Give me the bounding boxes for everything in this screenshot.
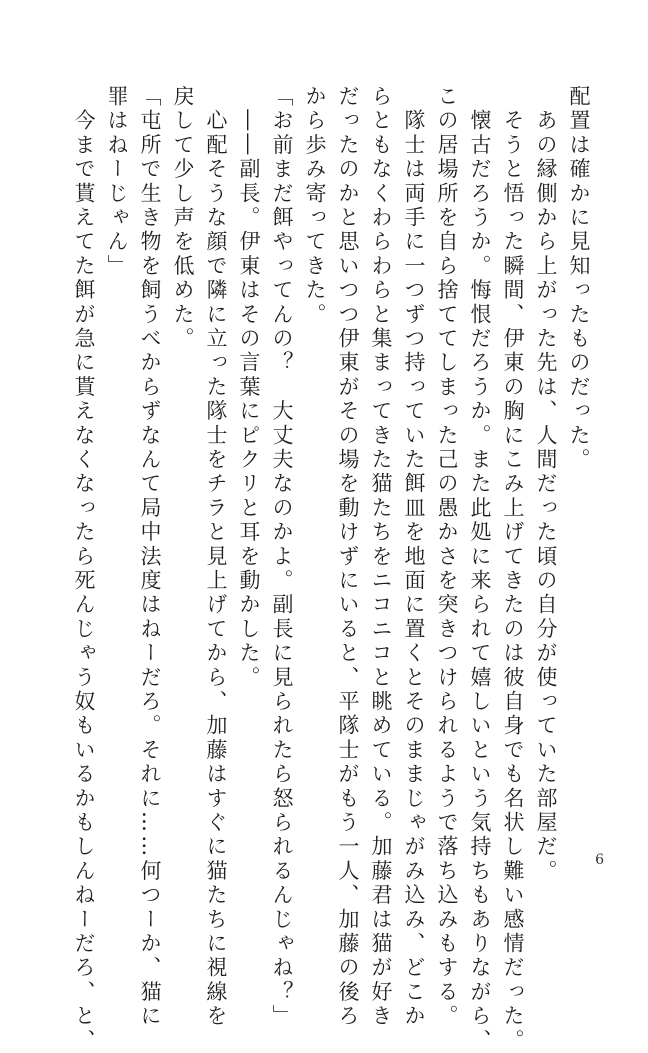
- text-line: 戻して少し声を低めた。: [171, 85, 195, 352]
- dialogue-line: 「屯所で生き物を飼うべからずなんて局中法度はねーだろ。それに……何つーか、猫に: [138, 85, 162, 1029]
- text-line: あの縁側から上がった先は、人間だった頃の自分が使っていた部屋だ。: [534, 85, 558, 884]
- text-line: 懐古だろうか。悔恨だろうか。また此処に来られて嬉しいという気持ちもありながら、: [468, 85, 492, 1053]
- text-line: 隊士は両手に一つずつ持っていた餌皿を地面に置くとそのままじゃがみ込み、どこか: [402, 85, 426, 1029]
- text-line: 今まで貰えてた餌が急に貰えなくなったら死んじゃう奴もいるかもしんねーだろ、と、: [72, 85, 96, 1053]
- text-line: らともなくわらわらと集まってきた猫たちをニコニコと眺めている。加藤君は猫が好き: [369, 85, 393, 1029]
- text-line: 配置は確かに見知ったものだった。: [567, 85, 591, 473]
- text-line: そうと悟った瞬間、伊東の胸にこみ上げてきたのは彼自身でも名状し難い感情だった。: [501, 85, 525, 1053]
- text-line: から歩み寄ってきた。: [303, 85, 327, 327]
- text-line: だったのかと思いつつ伊東がその場を動けずにいると、平隊士がもう一人、加藤の後ろ: [336, 85, 360, 1029]
- text-line: ――副長。伊東はその言葉にピクリと耳を動かした。: [237, 85, 261, 690]
- page-number: 6: [595, 852, 604, 868]
- text-line: この居場所を自ら捨ててしまった己の愚かさを突きつけられるようで落ち込みもする。: [435, 85, 459, 1029]
- dialogue-line: 罪はねーじゃん」: [105, 85, 129, 279]
- dialogue-line: 「お前まだ餌やってんの？ 大丈夫なのかよ。副長に見られたら怒られるんじゃね？」: [270, 85, 294, 1029]
- text-line: 心配そうな顔で隣に立った隊士をチラと見上げてから、加藤はすぐに猫たちに視線を: [204, 85, 228, 1029]
